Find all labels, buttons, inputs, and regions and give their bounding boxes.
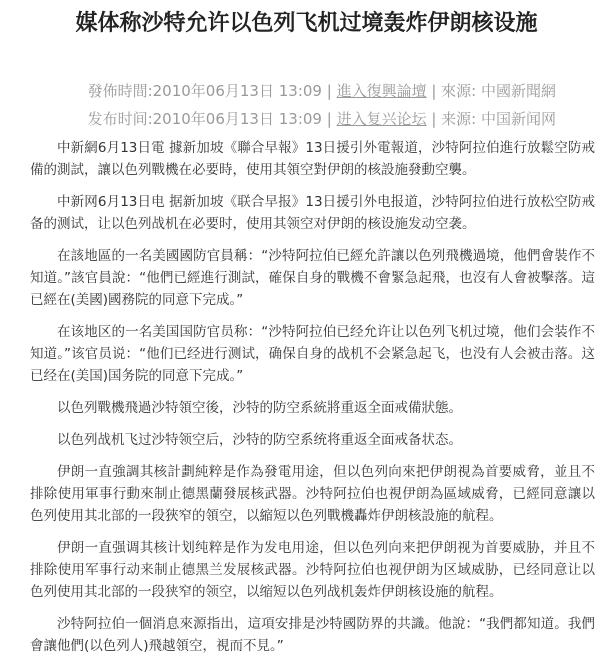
meta-separator: | <box>426 82 442 100</box>
article-paragraph: 以色列战机飞过沙特领空后，沙特的防空系统将重返全面戒备状态。 <box>57 432 462 448</box>
forum-link[interactable]: 进入复兴论坛 <box>336 110 427 128</box>
meta-separator: | <box>321 110 337 128</box>
publish-time-label: 发布时间: <box>87 110 153 128</box>
article-paragraph: 以色列戰機飛過沙特領空後，沙特的防空系統將重返全面戒備狀態。 <box>57 400 462 416</box>
publish-datetime: 2010年06月13日 13:09 <box>152 82 322 100</box>
article-paragraph: 中新网6月13日电 据新加坡《联合早报》13日援引外电报道，沙特阿拉伯进行放松空防戒备的测试，让以色列战机在必要时，使用其领空对伊朗的核设施发动空袭。 <box>30 194 595 232</box>
article-paragraph: 中新網6月13日電 據新加坡《聯合早報》13日援引外電報道，沙特阿拉伯進行放鬆空防戒備的測試，讓以色列戰機在必要時，使用其領空對伊朗的核設施發動空襲。 <box>30 140 595 178</box>
article-body <box>30 137 595 666</box>
article-paragraph: 在该地区的一名美国国防官员称：“沙特阿拉伯已经允许让以色列飞机过境，他们会装作不知道。”该官员说：“他们已经进行测试，确保自身的战机不会紧急起飞，也没有人会被击落。这已经在(美国)国务院的同意下完成。” <box>30 324 595 384</box>
source-label: 來源: 中國新聞網 <box>441 82 556 100</box>
article-paragraph: 伊朗一直强调其核计划纯粹是作为发电用途，但以色列向来把伊朗视为首要威胁，并且不排除使用军事行动来制止德黑兰发展核武器。沙特阿拉伯也视伊朗为区域威胁，已经同意让以色列使用其北部的一段狭窄的领空，以缩短以色列战机轰炸伊朗核设施的航程。 <box>30 540 595 600</box>
publish-time-label: 發佈時間: <box>87 82 153 100</box>
article-title: 媒体称沙特允许以色列飞机过境轰炸伊朗核设施 <box>75 11 538 36</box>
meta-separator: | <box>426 110 442 128</box>
source-label: 来源: 中国新闻网 <box>441 110 556 128</box>
article-meta-simplified <box>88 109 556 129</box>
forum-link[interactable]: 進入復興論壇 <box>336 82 427 100</box>
article-paragraph: 在該地區的一名美國國防官員稱：“沙特阿拉伯已經允許讓以色列飛機過境，他們會裝作不知道。”該官員說：“他們已經進行測試，確保自身的戰機不會緊急起飛，也沒有人會被擊落。這已經在(美國)國務院的同意下完成。” <box>30 248 595 308</box>
article-paragraph: 伊朗一直強調其核計劃純粹是作為發電用途，但以色列向來把伊朗視為首要威脅，並且不排除使用軍事行動來制止德黑蘭發展核武器。沙特阿拉伯也視伊朗為區域威脅，已經同意讓以色列使用其北部的一段狹窄的領空，以縮短以色列戰機轟炸伊朗核設施的航程。 <box>30 464 595 524</box>
article-meta-traditional <box>88 81 556 101</box>
meta-separator: | <box>321 82 337 100</box>
publish-datetime: 2010年06月13日 13:09 <box>152 110 322 128</box>
article-paragraph: 沙特阿拉伯一個消息來源指出，這項安排是沙特國防界的共識。他說：“我們都知道。我們會讓他們(以色列人)飛越領空，視而不見。” <box>30 616 595 654</box>
